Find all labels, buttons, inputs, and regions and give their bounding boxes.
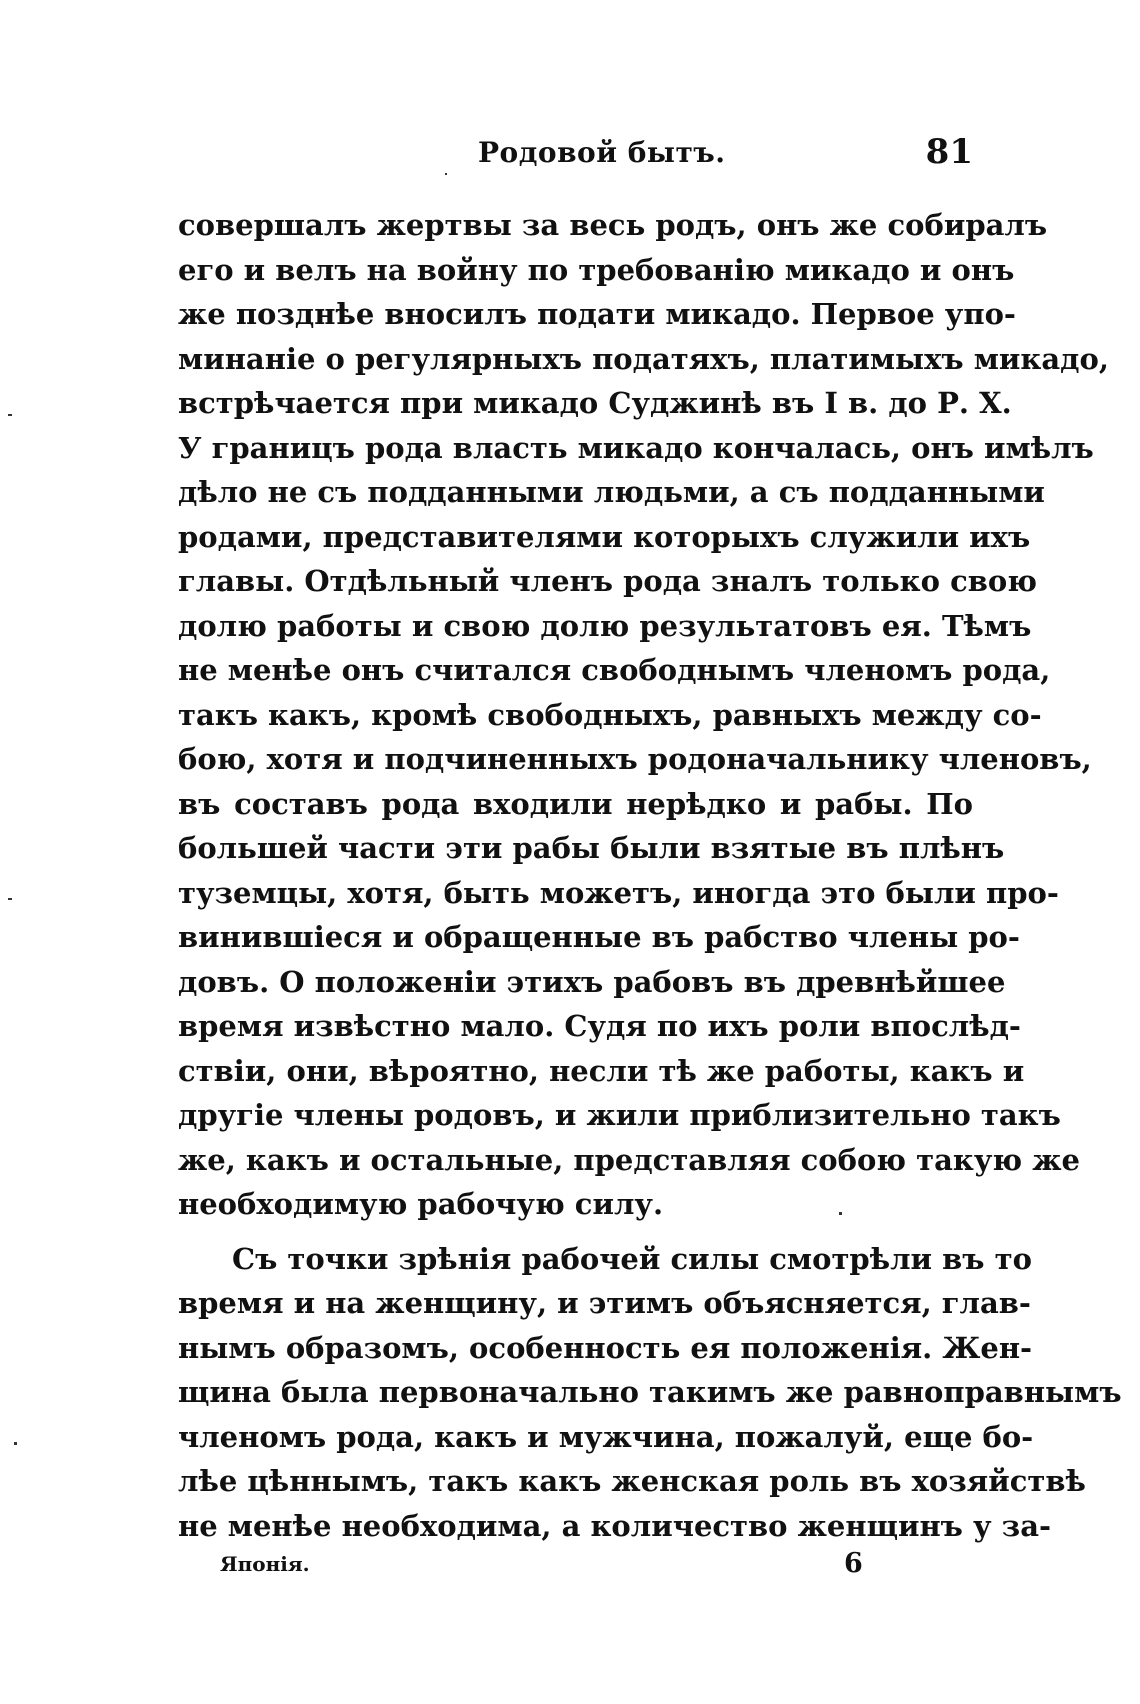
page-footer — [220, 1548, 870, 1588]
text-line: большей части эти рабы были взятые въ плѣнъ — [178, 831, 1005, 865]
paragraph-1 — [178, 203, 1109, 1227]
text-line: щина была первоначально такимъ же равноправнымъ — [178, 1375, 1122, 1409]
text-line: Съ точки зрѣнія рабочей силы смотрѣли въ то — [232, 1241, 1032, 1276]
text-line: другіе члены родовъ, и жили приблизительно такъ — [178, 1098, 1061, 1132]
page-number: 81 — [925, 132, 973, 172]
paragraph-2 — [178, 1237, 1122, 1549]
sheet-number: 6 — [844, 1548, 863, 1579]
text-line: такъ какъ, кромѣ свободныхъ, равныхъ между со- — [178, 697, 1042, 732]
text-line: ствіи, они, вѣроятно, несли тѣ же работы, какъ и — [178, 1053, 1025, 1088]
scan-speck — [8, 414, 12, 416]
text-line: дѣло не съ подданными людьми, а съ подданными — [178, 475, 1045, 509]
signature-mark: Японія. — [220, 1552, 310, 1576]
page-header — [178, 132, 973, 176]
scan-speck — [8, 898, 12, 900]
text-line: минаніе о регулярныхъ податяхъ, платимыхъ микадо, — [178, 341, 1109, 376]
text-line: же, какъ и остальные, представляя собою такую же — [178, 1142, 1080, 1177]
scan-speck — [839, 1212, 842, 1215]
text-line: нымъ образомъ, особенность ея положенія. Жен- — [178, 1330, 1033, 1365]
text-line: родами, представителями которыхъ служили ихъ — [178, 519, 1031, 554]
text-line: долю работы и свою долю результатовъ ея. Тѣмъ — [178, 608, 1032, 643]
text-line: У границъ рода власть микадо кончалась, онъ имѣлъ — [178, 430, 1094, 465]
text-line: время извѣстно мало. Судя по ихъ роли впослѣд- — [178, 1009, 1021, 1043]
text-line: не менѣе онъ считался свободнымъ членомъ рода, — [178, 653, 1051, 687]
text-line: винившіеся и обращенные въ рабство члены ро- — [178, 920, 1020, 954]
text-line: же позднѣе вносилъ подати микадо. Первое упо- — [178, 297, 1016, 331]
body-text — [178, 203, 1122, 1548]
text-line: не менѣе необходима, а количество женщинъ у за- — [178, 1508, 1052, 1543]
text-line: встрѣчается при микадо Суджинѣ въ I в. до Р. Х. — [178, 386, 1012, 420]
running-title: Родовой бытъ. — [478, 136, 726, 169]
text-line: бою, хотя и подчиненныхъ родоначальнику членовъ, — [178, 742, 1092, 776]
text-line: членомъ рода, какъ и мужчина, пожалуй, еще бо- — [178, 1419, 1034, 1454]
text-line: время и на женщину, и этимъ объясняется, глав- — [178, 1286, 1031, 1320]
text-line: довъ. О положеніи этихъ рабовъ въ древнѣйшее — [178, 964, 1006, 999]
text-line: необходимую рабочую силу. — [178, 1187, 664, 1221]
text-line: лѣе цѣннымъ, такъ какъ женская роль въ хозяйствѣ — [178, 1464, 1086, 1498]
text-line: главы. Отдѣльный членъ рода зналъ только свою — [178, 564, 1037, 598]
text-line: туземцы, хотя, быть можетъ, иногда это были про- — [178, 875, 1059, 910]
text-line: его и велъ на войну по требованію микадо и онъ — [178, 252, 1015, 287]
text-line: въ составъ рода входили нерѣдко и рабы. По — [178, 786, 973, 821]
text-line: совершалъ жертвы за весь родъ, онъ же собиралъ — [178, 208, 1048, 242]
scan-speck — [445, 173, 447, 175]
scan-speck — [14, 1442, 17, 1445]
